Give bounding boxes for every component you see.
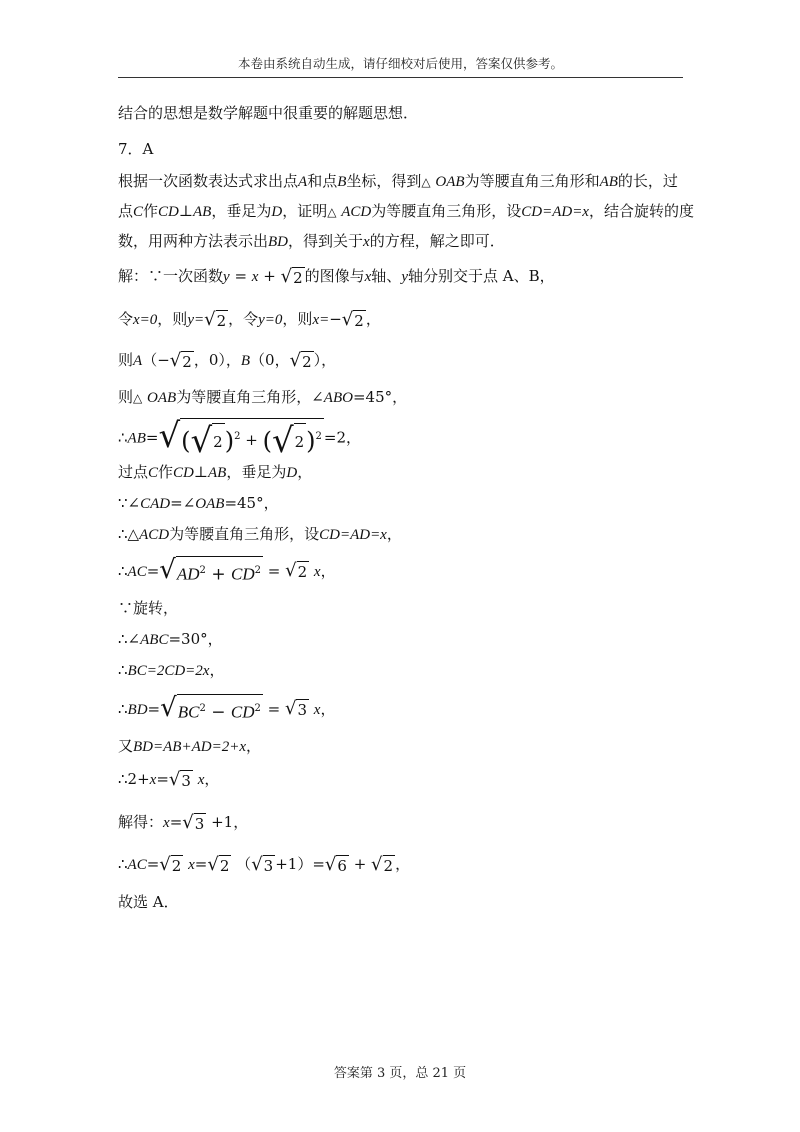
- text: 则: [118, 388, 134, 406]
- var-CD: CD: [158, 204, 179, 220]
- equation: y=0: [258, 312, 283, 328]
- sqrt: √ 2: [169, 349, 192, 371]
- var-CD: CD: [230, 702, 255, 722]
- var-BD: BD: [127, 701, 148, 718]
- sqrt: √ 2: [204, 308, 227, 330]
- text: 根据一次函数表达式求出点: [118, 172, 299, 190]
- text: 解：∵一次函数: [118, 267, 224, 285]
- var-BD: BD: [268, 234, 289, 250]
- var-B: B: [337, 174, 347, 190]
- var-OAB: OAB: [195, 496, 225, 512]
- equation: BD=AB+AD=2+x: [133, 739, 246, 755]
- equals: =: [146, 561, 160, 580]
- answer-label: 7．A: [118, 140, 154, 158]
- var-OAB: OAB: [147, 390, 177, 406]
- solution-line-10: ∵旋转，: [118, 599, 179, 617]
- exponent: 2: [234, 431, 241, 442]
- text: ∴: [118, 855, 128, 873]
- plus: +: [348, 855, 372, 873]
- text: ∴∠: [118, 630, 141, 648]
- var-x: x: [197, 772, 205, 788]
- var-C: C: [133, 204, 144, 220]
- text: 点: [118, 202, 134, 220]
- text: （: [142, 351, 158, 369]
- text: =∠: [170, 494, 196, 512]
- text: 又: [118, 737, 134, 755]
- text: ，则: [282, 310, 313, 328]
- text: 的长，过: [617, 172, 678, 190]
- var-ABO: ABO: [323, 390, 353, 406]
- analysis-line-3: [118, 231, 505, 252]
- var-y: y: [223, 269, 230, 285]
- sqrt: √ 3: [182, 811, 205, 833]
- solution-line-8: [118, 524, 402, 545]
- solution-line-2: [118, 309, 381, 331]
- sqrt: √ 3: [251, 853, 274, 875]
- var-ACD: ACD: [139, 527, 170, 543]
- triangle-symbol: △: [421, 175, 431, 189]
- radicand: 2: [297, 563, 308, 582]
- radicand: 2: [219, 856, 230, 875]
- equation: BC=2CD=2x: [127, 663, 210, 679]
- solution-line-6: [118, 462, 312, 483]
- text: ，: [320, 699, 336, 718]
- var-A: A: [133, 353, 143, 369]
- perp-symbol: ⊥: [178, 202, 193, 220]
- sqrt: √ 2: [285, 560, 308, 582]
- radicand: 2: [354, 311, 364, 330]
- text: 为等腰直角三角形，设: [169, 525, 320, 543]
- radicand: 3: [181, 771, 191, 790]
- analysis-line-2: [118, 201, 694, 222]
- var-ACD: ACD: [341, 204, 372, 220]
- page-footer: 答案第 3 页，总 21 页: [333, 1066, 467, 1081]
- text: ，: [204, 770, 220, 788]
- text: 则: [118, 351, 134, 369]
- var-ABC: ABC: [140, 632, 169, 648]
- equation: CD=AD=x: [521, 204, 589, 220]
- solution-line-9: [118, 556, 336, 588]
- text: ，证明: [282, 202, 328, 220]
- var-AB: AB: [193, 204, 212, 220]
- var-AC: AC: [127, 563, 147, 580]
- text: （0，: [250, 351, 290, 369]
- text: ，0），: [193, 351, 241, 369]
- equation: x=0: [133, 312, 158, 328]
- solution-line-16: [118, 812, 248, 834]
- var-x: x: [163, 815, 170, 831]
- var-D: D: [286, 465, 298, 481]
- radicand: ( √ 2 )$^2$ + ( √ 2 )$^2$: [180, 418, 324, 459]
- sqrt: √ $BC^2 - CD^2$: [160, 694, 263, 726]
- text: 数，用两种方法表示出: [118, 232, 269, 250]
- text: +1，: [211, 813, 249, 831]
- text: ，: [245, 737, 261, 755]
- radicand: 3: [194, 814, 205, 833]
- equals: =: [146, 855, 160, 873]
- equals: =: [262, 699, 285, 718]
- text: ，: [395, 855, 411, 873]
- radicand: 6: [337, 856, 347, 875]
- var-x: x: [149, 772, 157, 788]
- solution-line-15: [118, 769, 219, 791]
- radicand: 2: [216, 311, 227, 330]
- sqrt: √ 3: [168, 768, 191, 790]
- text: ，: [209, 661, 225, 679]
- minus: −: [205, 702, 231, 723]
- radicand: 2: [212, 423, 225, 459]
- analysis-line-1: [118, 171, 678, 192]
- equals: =: [194, 855, 208, 873]
- equals: =: [262, 561, 286, 580]
- var-AB: AB: [127, 430, 146, 447]
- text: ，垂足为: [211, 202, 272, 220]
- text: 轴分别交于点 A、B，: [407, 267, 555, 285]
- text: ∴: [118, 661, 128, 679]
- var-x: x: [363, 234, 370, 250]
- text: =30°，: [168, 630, 223, 648]
- sqrt: √ 3: [284, 698, 308, 720]
- var-y: y: [401, 269, 408, 285]
- text: ，令: [228, 310, 259, 328]
- text: 作: [158, 463, 174, 481]
- triangle-symbol: △: [327, 205, 337, 219]
- equals: =: [169, 813, 183, 831]
- sqrt: √ 2: [289, 349, 312, 371]
- radicand: 2: [383, 856, 394, 875]
- equals: =: [147, 699, 161, 718]
- text: 的图像与: [304, 267, 365, 285]
- var-x: x: [313, 701, 321, 718]
- var-x: x: [364, 269, 372, 285]
- text: ，则: [157, 310, 188, 328]
- radicand: 3: [263, 856, 274, 875]
- text: （: [236, 855, 252, 873]
- var-BC: BC: [177, 702, 200, 722]
- equation: x=: [312, 312, 330, 328]
- radicand: 2: [171, 856, 182, 875]
- solution-line-7: [118, 493, 279, 514]
- text: ，: [320, 561, 336, 580]
- equals: =: [229, 267, 252, 285]
- plus: +: [240, 431, 263, 449]
- text: ∴: [118, 699, 128, 718]
- text: ∵∠: [118, 494, 141, 512]
- var-D: D: [271, 204, 283, 220]
- sqrt: √ 2: [207, 853, 230, 875]
- sqrt: √ 6: [324, 853, 347, 875]
- text: ∴2+: [118, 770, 150, 788]
- radicand: 2: [182, 352, 192, 371]
- solution-line-11: [118, 629, 223, 650]
- solution-line-1: [118, 266, 555, 288]
- var-AB: AB: [208, 465, 227, 481]
- solution-line-14: [118, 736, 261, 757]
- equals: =: [156, 770, 169, 788]
- sqrt: √ 2: [271, 421, 305, 461]
- text: 为等腰直角三角形，设: [371, 202, 522, 220]
- radicand: $BC^2 - CD^2$: [177, 694, 263, 726]
- radicand: 3: [297, 701, 308, 720]
- var-AD: AD: [176, 564, 200, 584]
- text: 过点: [118, 463, 149, 481]
- text: 的方程，解之即可．: [369, 232, 505, 250]
- page-header: 本卷由系统自动生成，请仔细校对后使用，答案仅供参考。: [237, 56, 563, 71]
- var-OAB: OAB: [435, 174, 465, 190]
- var-AB: AB: [599, 174, 618, 190]
- sqrt-outer: √ ( √ 2 )$^2$ + ( √ 2 )$^2$: [158, 416, 322, 461]
- minus: −: [157, 351, 170, 369]
- header-rule: [118, 77, 683, 78]
- text: =2，: [323, 428, 362, 447]
- text: ，: [297, 463, 313, 481]
- var-CD: CD: [173, 465, 194, 481]
- sqrt: √ 2: [280, 265, 303, 287]
- var-AC: AC: [127, 857, 147, 873]
- equation: CD=AD=x: [319, 527, 387, 543]
- text: ∴△: [118, 525, 140, 543]
- solution-line-5: [118, 418, 361, 459]
- text: ，: [365, 310, 381, 328]
- sqrt: √ 2: [190, 421, 223, 461]
- var-C: C: [148, 465, 159, 481]
- text: ，结合旋转的度: [588, 202, 694, 220]
- conclusion-line: 故选 A．: [118, 893, 179, 911]
- plus: +: [258, 267, 281, 285]
- radicand: 2: [293, 268, 303, 287]
- text: =45°，: [352, 388, 408, 406]
- equation: y=: [187, 312, 205, 328]
- text: =45°，: [224, 494, 279, 512]
- text: ∴: [118, 561, 128, 580]
- var-A: A: [298, 174, 308, 190]
- var-x: x: [313, 563, 321, 580]
- sqrt: √ $AD^2 + CD^2$: [159, 556, 263, 588]
- sqrt: √ 2: [159, 853, 182, 875]
- var-CD: CD: [230, 564, 255, 584]
- radicand: 2: [302, 352, 312, 371]
- solution-line-3: [118, 350, 336, 372]
- var-B: B: [240, 353, 251, 369]
- perp-symbol: ⊥: [193, 463, 208, 481]
- var-CAD: CAD: [140, 496, 171, 512]
- text: ，: [386, 525, 402, 543]
- radicand: $AD^2 + CD^2$: [176, 556, 263, 588]
- text: ，垂足为: [226, 463, 287, 481]
- text: +1）=: [275, 855, 325, 873]
- exponent: 2: [315, 431, 322, 442]
- text: 坐标，得到: [346, 172, 422, 190]
- text: 轴、: [371, 267, 402, 285]
- sqrt: √ 2: [341, 308, 364, 330]
- text: ∴: [118, 428, 128, 447]
- triangle-symbol: △: [133, 391, 143, 405]
- solution-line-12: [118, 660, 224, 681]
- minus: −: [329, 310, 342, 328]
- text: 和点: [307, 172, 338, 190]
- var-x: x: [188, 857, 195, 873]
- text: 为等腰直角三角形，∠: [176, 388, 324, 406]
- plus: +: [205, 564, 231, 585]
- text-line-1: 结合的思想是数学解题中很重要的解题思想．: [118, 104, 419, 122]
- text: 解得：: [118, 813, 164, 831]
- solution-line-13: [118, 694, 335, 726]
- solution-line-17: [118, 854, 410, 876]
- text: 作: [143, 202, 159, 220]
- equals: =: [145, 428, 159, 447]
- radicand: 2: [294, 423, 307, 459]
- var-x: x: [251, 269, 259, 285]
- text: ，得到关于: [288, 232, 364, 250]
- text: ），: [313, 351, 337, 369]
- text: 为等腰直角三角形和: [464, 172, 600, 190]
- solution-line-4: [118, 387, 407, 408]
- text: 令: [118, 310, 134, 328]
- sqrt: √ 2: [371, 853, 394, 875]
